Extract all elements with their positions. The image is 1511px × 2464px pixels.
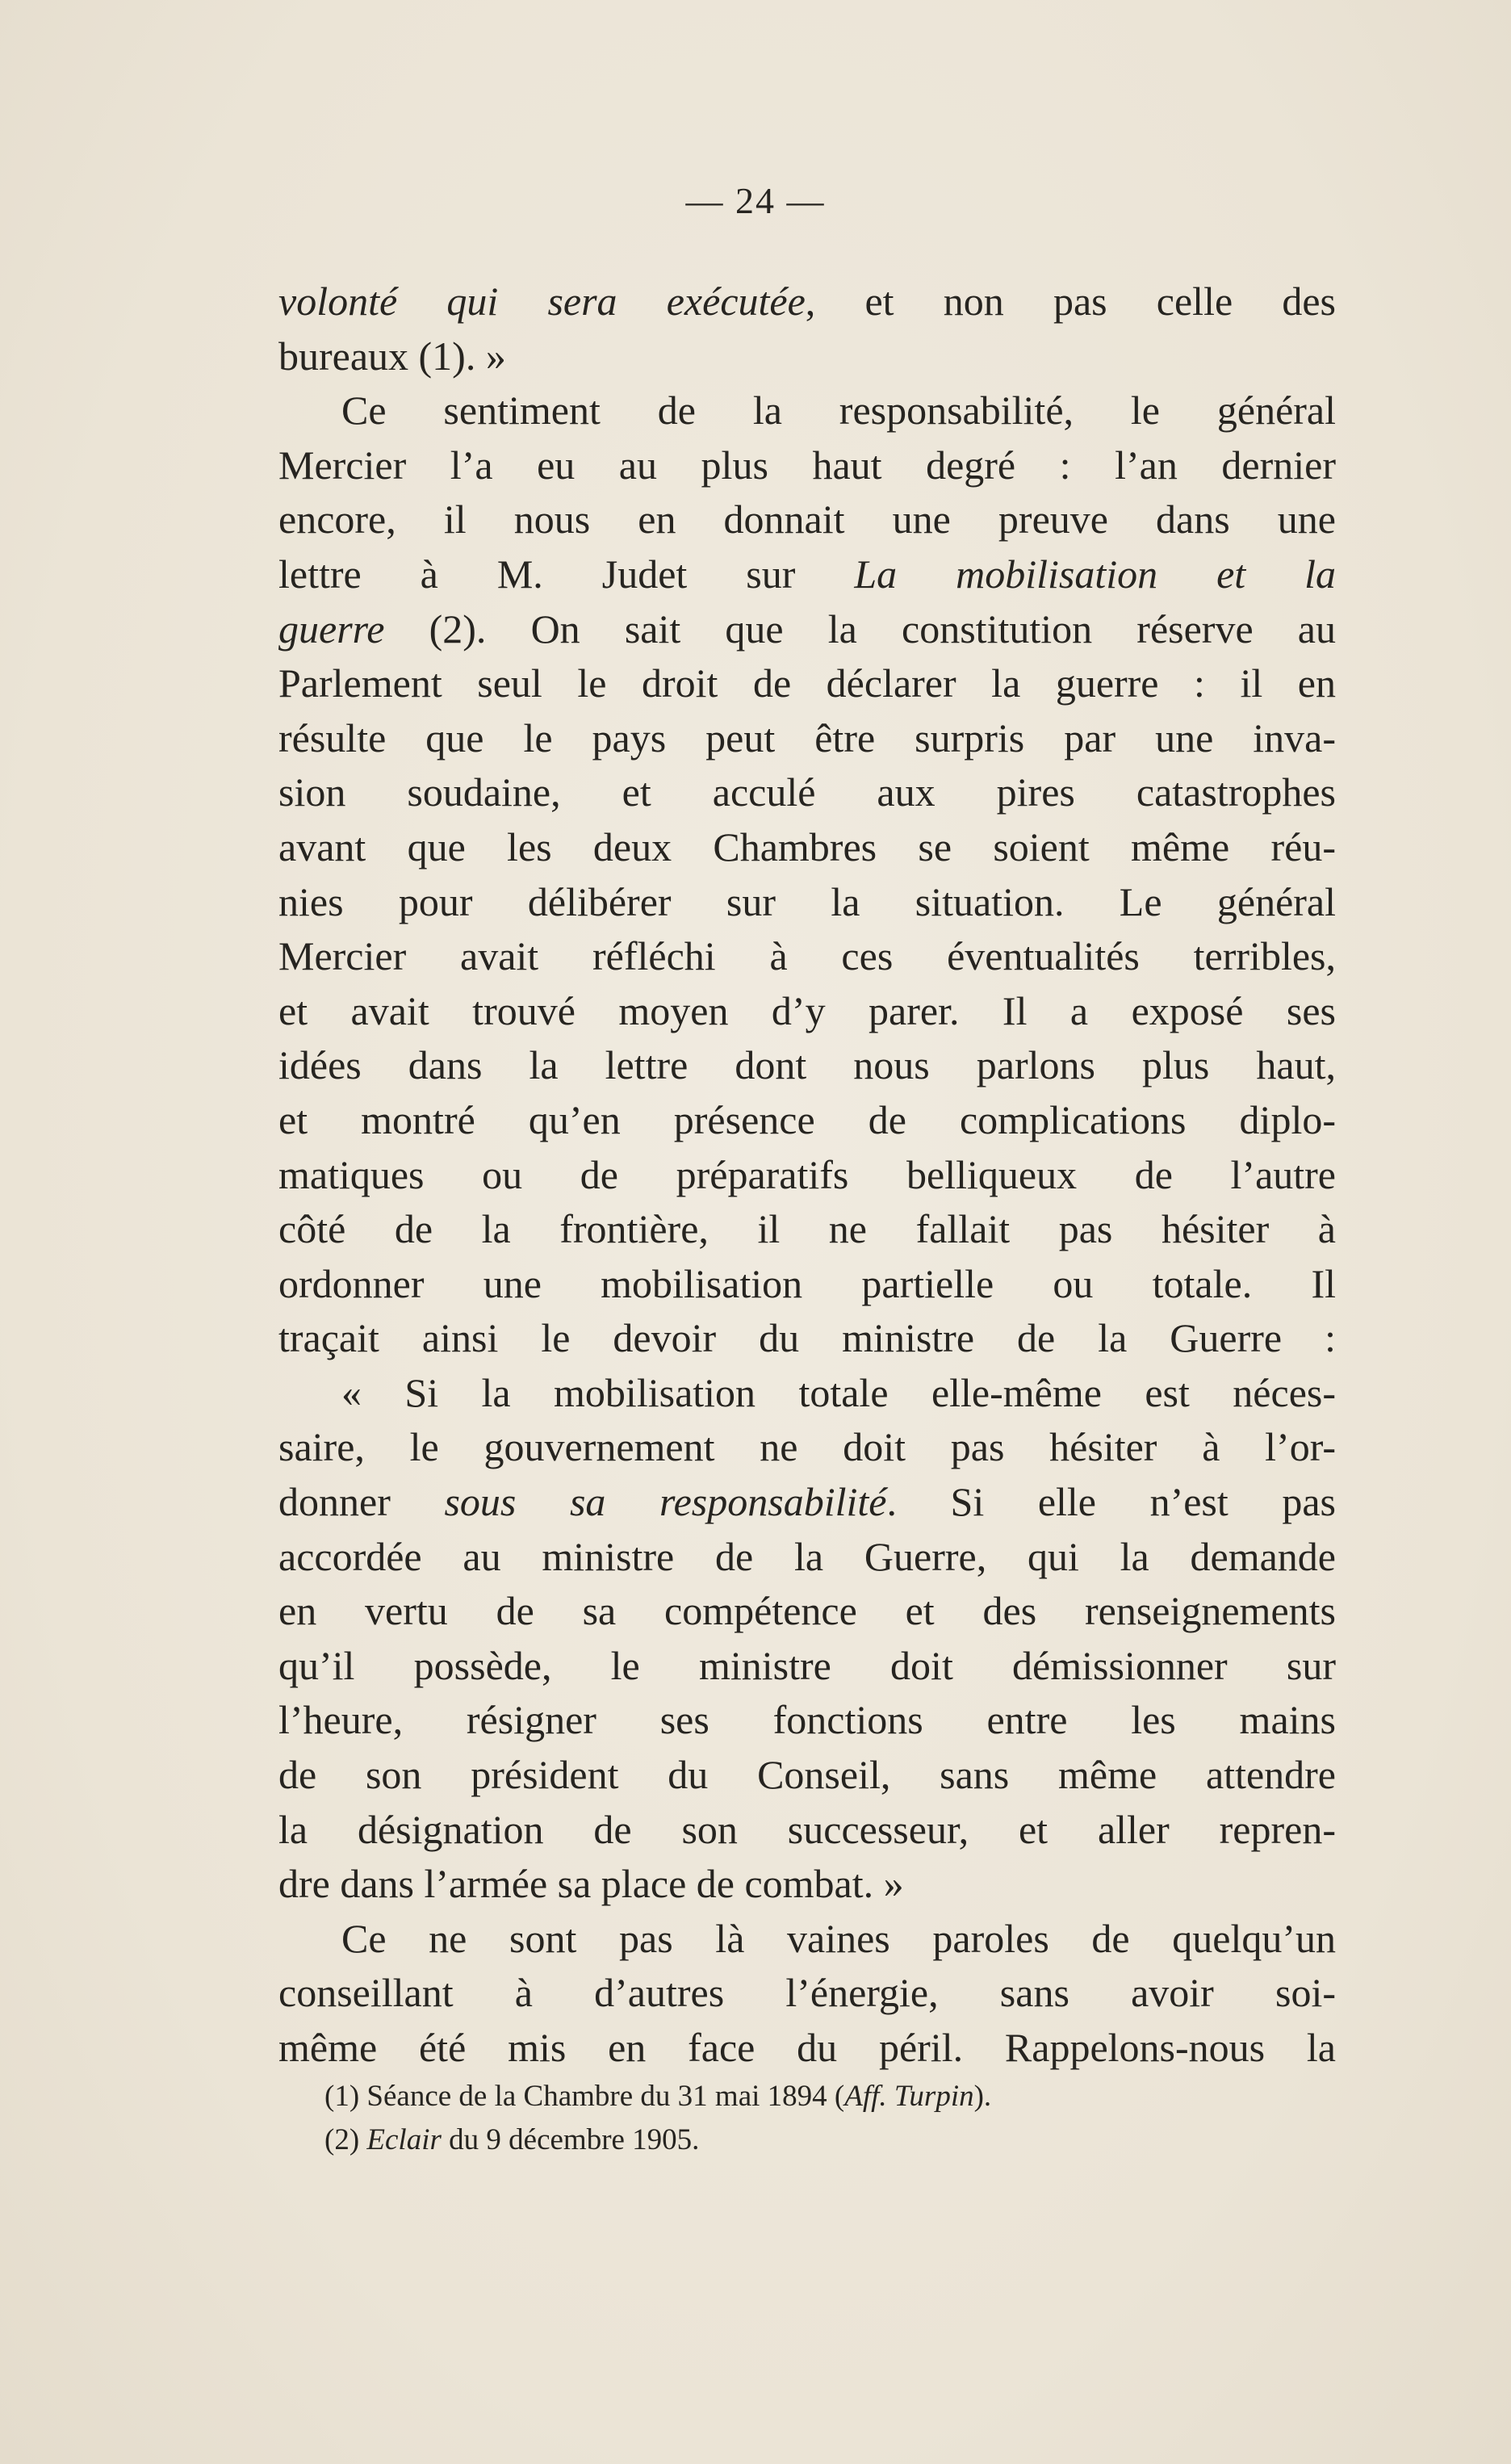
text-line	[278, 1693, 1336, 1748]
text-run: de son président du Conseil, sans même attendre	[278, 1752, 1336, 1798]
text-run: même été mis en face du péril. Rappelons-nous la	[278, 2025, 1336, 2070]
text-run: avant que les deux Chambres se soient même réu-	[278, 823, 1336, 870]
text-run: l’heure, résigner ses fonctions entre les mains	[278, 1697, 1336, 1743]
text-run: Ce ne sont pas là vaines paroles de quelqu’un	[341, 1915, 1336, 1961]
text-run: , et non pas celle des	[805, 279, 1336, 324]
text-run: Ce sentiment de la responsabilité, le général	[341, 388, 1336, 434]
italic-text: La mobilisation et la	[854, 551, 1336, 597]
text-line	[278, 2021, 1336, 2076]
text-line	[278, 492, 1336, 547]
text-run: résulte que le pays peut être surpris par une inva-	[278, 714, 1336, 761]
text-run: Parlement seul le droit de déclarer la guerre : il en	[278, 660, 1336, 706]
text-line	[278, 875, 1336, 930]
text-line	[278, 1202, 1336, 1257]
text-run: accordée au ministre de la Guerre, qui la demande	[278, 1533, 1336, 1579]
text-line	[278, 765, 1336, 820]
text-line	[278, 1148, 1336, 1203]
text-run: . Si elle n’est pas	[886, 1479, 1337, 1525]
text-run: bureaux (1). »	[278, 333, 506, 379]
body-text	[278, 274, 1336, 2076]
text-line	[278, 438, 1336, 493]
text-run: donner	[278, 1479, 445, 1525]
text-run: lettre à M. Judet sur	[278, 551, 855, 597]
text-run: Mercier avait réfléchi à ces éventualités terribles,	[278, 933, 1336, 979]
text-run: conseillant à d’autres l’énergie, sans avoir soi-	[278, 1970, 1336, 2016]
text-line	[278, 1639, 1336, 1694]
text-line	[278, 984, 1336, 1039]
text-line	[278, 1366, 1336, 1421]
text-line	[278, 602, 1336, 657]
text-run: (2)	[324, 2123, 367, 2156]
text-run: ordonner une mobilisation partielle ou totale. Il	[278, 1260, 1336, 1306]
text-run: idées dans la lettre dont nous parlons plus haut,	[278, 1042, 1336, 1088]
text-line	[278, 1966, 1336, 2021]
text-line	[278, 1257, 1336, 1312]
text-line	[278, 329, 1336, 384]
text-line	[278, 1038, 1336, 1093]
text-run: ).	[973, 2080, 992, 2113]
page-number: — 24 —	[685, 180, 826, 221]
footnotes	[324, 2075, 1333, 2162]
text-line	[278, 1584, 1336, 1639]
italic-text: volonté qui sera exécutée	[278, 279, 806, 324]
text-line	[278, 274, 1336, 329]
italic-text: guerre	[278, 606, 385, 652]
text-run: du 9 décembre 1905.	[441, 2123, 700, 2156]
footnote	[324, 2075, 1333, 2118]
text-run: sion soudaine, et acculé aux pires catastrophes	[278, 769, 1336, 815]
text-run: traçait ainsi le devoir du ministre de la Guerre :	[278, 1315, 1336, 1361]
text-run: et montré qu’en présence de complications diplo-	[278, 1096, 1336, 1142]
text-line	[278, 383, 1336, 438]
text-line	[278, 929, 1336, 984]
text-run: « Si la mobilisation totale elle-même est néces-	[341, 1369, 1336, 1415]
text-run: et avait trouvé moyen d’y parer. Il a exposé ses	[278, 987, 1336, 1033]
text-line	[278, 1420, 1336, 1475]
text-run: côté de la frontière, il ne fallait pas hésiter à	[278, 1206, 1336, 1252]
text-run: en vertu de sa compétence et des renseignements	[278, 1588, 1336, 1634]
text-run: dre dans l’armée sa place de combat. »	[278, 1861, 904, 1907]
text-line	[278, 711, 1336, 766]
italic-text: Eclair	[366, 2123, 442, 2156]
text-run: Mercier l’a eu au plus haut degré : l’an dernier	[278, 442, 1336, 488]
text-run: encore, il nous en donnait une preuve dans une	[278, 497, 1336, 543]
text-run: matiques ou de préparatifs belliqueux de l’autre	[278, 1151, 1336, 1197]
text-line	[278, 1475, 1336, 1530]
text-line	[278, 1803, 1336, 1858]
italic-text: Aff. Turpin	[844, 2080, 974, 2113]
text-line	[278, 1912, 1336, 1967]
text-run: la désignation de son successeur, et aller repren-	[278, 1806, 1336, 1852]
text-run: (1) Séance de la Chambre du 31 mai 1894 (	[324, 2080, 845, 2113]
text-line	[278, 1857, 1336, 1912]
footnote	[324, 2118, 1333, 2162]
text-line	[278, 1748, 1336, 1803]
text-line	[278, 547, 1336, 602]
text-line	[278, 656, 1336, 711]
text-line	[278, 1311, 1336, 1366]
text-line	[278, 1093, 1336, 1148]
text-line	[278, 1530, 1336, 1585]
text-line	[278, 820, 1336, 875]
text-run: qu’il possède, le ministre doit démissionner sur	[278, 1642, 1336, 1688]
italic-text: sous sa responsabilité	[444, 1479, 887, 1525]
text-run: (2). On sait que la constitution réserve au	[384, 606, 1336, 652]
text-run: nies pour délibérer sur la situation. Le général	[278, 878, 1336, 924]
text-run: saire, le gouvernement ne doit pas hésiter à l’or-	[278, 1424, 1336, 1470]
